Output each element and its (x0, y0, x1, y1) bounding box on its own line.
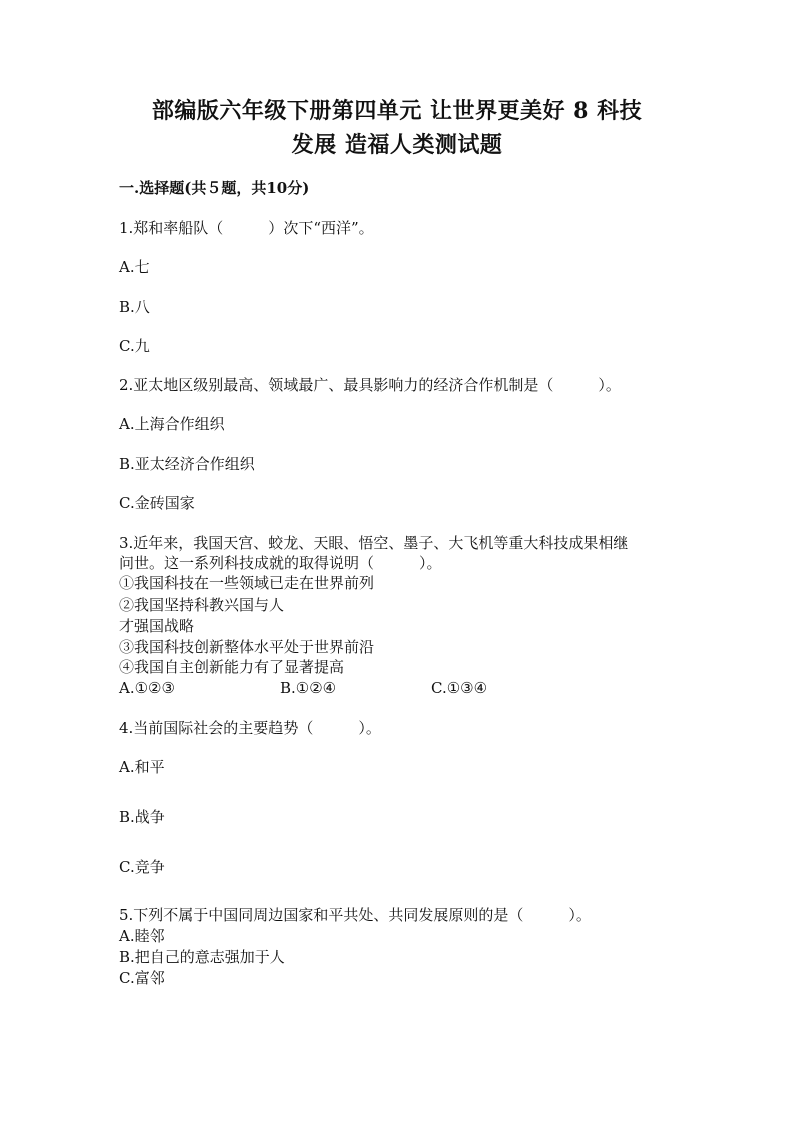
question-3-option-a: A.①②③ (119, 679, 175, 697)
question-1-option-c: C.九 (119, 337, 150, 355)
question-3-statement-4: ④我国自主创新能力有了显著提高 (119, 658, 345, 676)
question-3-option-b: B.①②④ (280, 679, 337, 697)
question-3-option-c: C.①③④ (431, 679, 488, 697)
question-5-option-a: A.睦邻 (119, 927, 165, 945)
question-2-option-a: A.上海合作组织 (119, 415, 225, 433)
question-3-statement-3: ③我国科技创新整体水平处于世界前沿 (119, 638, 375, 656)
question-4-stem: 4.当前国际社会的主要趋势（ ）。 (119, 719, 381, 737)
exam-title-line-1: 部编版六年级下册第四单元 让世界更美好 8 科技 (151, 98, 643, 124)
question-4-option-c: C.竞争 (119, 858, 165, 876)
question-5-option-b: B.把自己的意志强加于人 (119, 948, 285, 966)
exam-title-line-2: 发展 造福人类测试题 (291, 132, 503, 158)
question-1-option-b: B.八 (119, 298, 150, 316)
question-3-statement-1: ①我国科技在一些领域已走在世界前列 (119, 574, 375, 592)
question-3-stem-line-1: 3.近年来，我国天宫、蛟龙、天眼、悟空、墨子、大飞机等重大科技成果相继 (119, 534, 629, 552)
question-2-option-c: C.金砖国家 (119, 494, 195, 512)
question-3-statement-2: ②我国坚持科教兴国与人 (119, 596, 285, 614)
question-2-option-b: B.亚太经济合作组织 (119, 455, 255, 473)
question-1-option-a: A.七 (119, 258, 150, 276)
question-5-option-c: C.富邻 (119, 969, 165, 987)
section-heading: 一.选择题(共５题，共10分) (119, 179, 310, 197)
question-3-stem-line-2: 问世。这一系列科技成就的取得说明（ ）。 (119, 554, 442, 572)
question-4-option-a: A.和平 (119, 758, 165, 776)
question-2-stem: 2.亚太地区级别最高、领域最广、最具影响力的经济合作机制是（ ）。 (119, 376, 621, 394)
question-5-stem: 5.下列不属于中国同周边国家和平共处、共同发展原则的是（ ）。 (119, 906, 591, 924)
question-1-stem: 1.郑和率船队（ ）次下“西洋”。 (119, 219, 374, 237)
question-4-option-b: B.战争 (119, 808, 165, 826)
question-3-statement-2-continued: 才强国战略 (119, 617, 195, 635)
